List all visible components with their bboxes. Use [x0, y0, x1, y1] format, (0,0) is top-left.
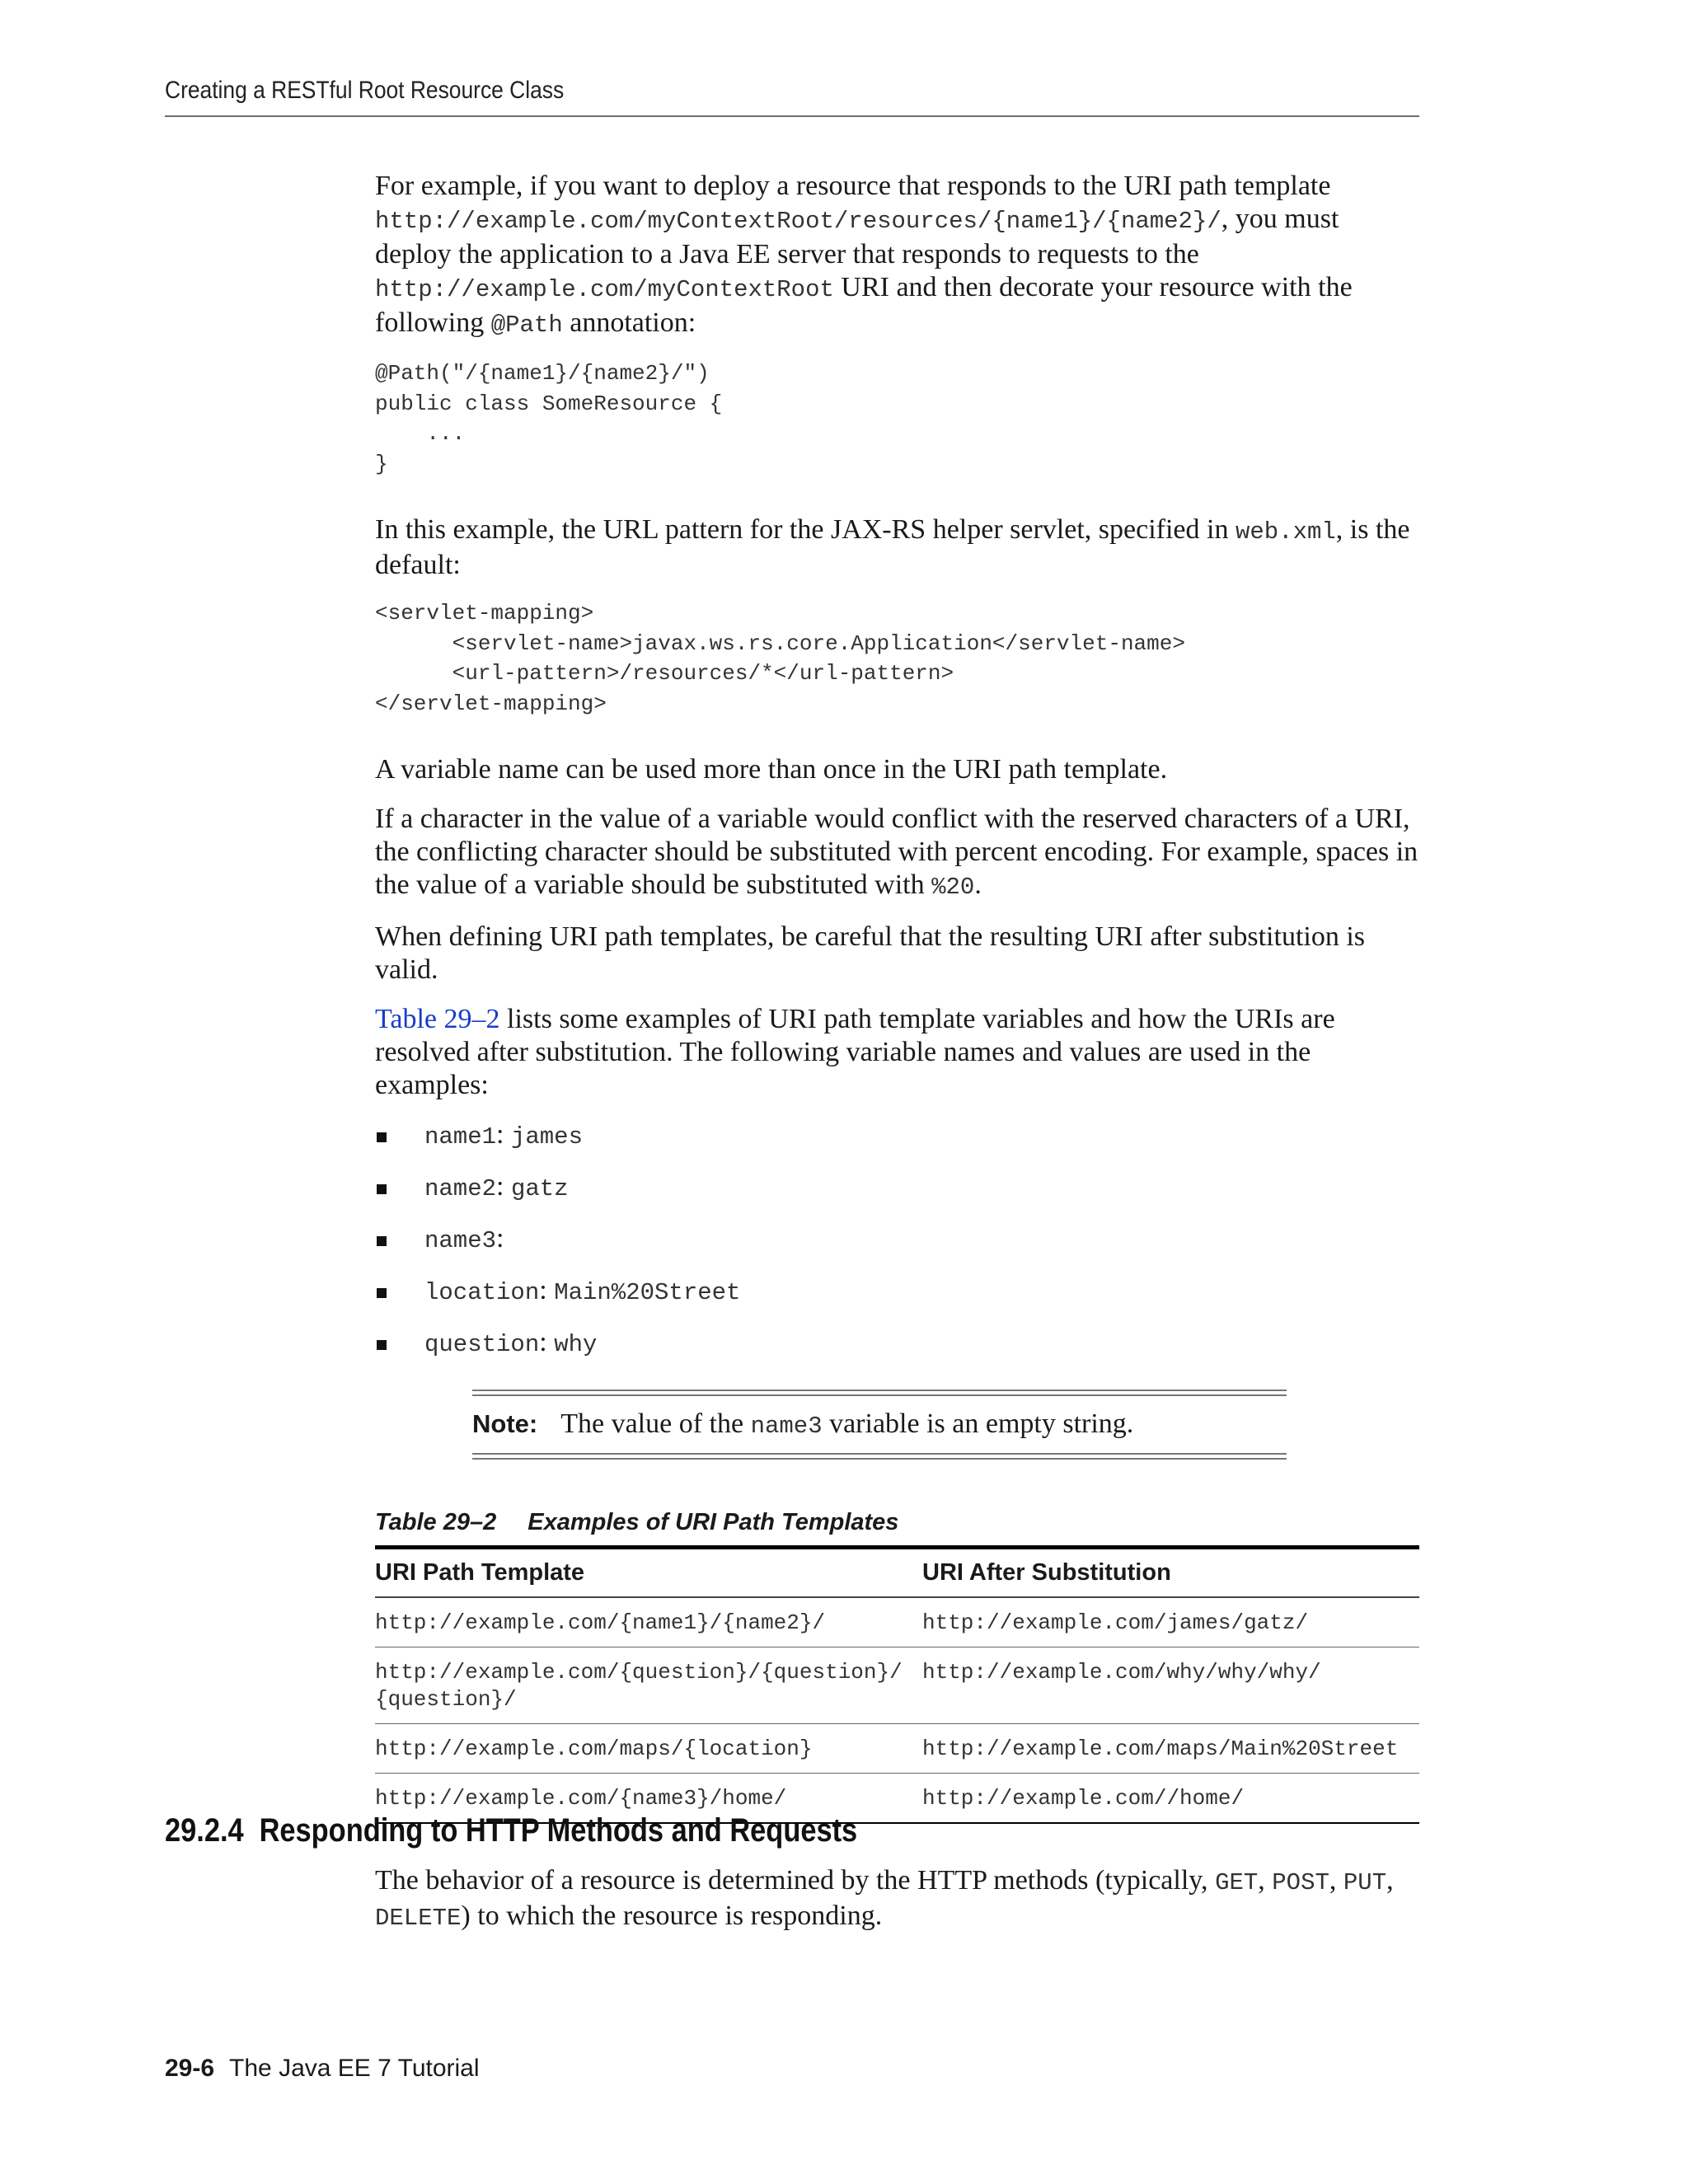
separator: :	[539, 1327, 555, 1357]
inline-code: PUT	[1343, 1869, 1387, 1896]
text-run: ,	[1258, 1865, 1273, 1896]
text-run: In this example, the URL pattern for the JAX-RS helper servlet, specified in	[375, 514, 1236, 545]
bullet-icon	[377, 1340, 387, 1350]
separator: :	[539, 1275, 555, 1305]
text-run: The value of the	[560, 1408, 751, 1439]
note-top-rule	[472, 1390, 1287, 1396]
variable-name: name1	[424, 1123, 497, 1151]
main-content	[375, 170, 1419, 1824]
table-row	[375, 1724, 1419, 1774]
table-cell-result: http://example.com/james/gatz/	[922, 1597, 1419, 1647]
list-item	[375, 1222, 1419, 1258]
text-run: ,	[1386, 1865, 1394, 1896]
text-run: URI and then decorate your resource with the following	[375, 272, 1353, 338]
inline-code: http://example.com/myContextRoot/resources/{name1}/{name2}/	[375, 208, 1221, 235]
table-caption	[375, 1506, 1419, 1539]
running-header-title: Creating a RESTful Root Resource Class	[165, 77, 565, 104]
page-number: 29-6	[165, 2055, 215, 2082]
text-run: , you must deploy the application to a Java EE server that responds to requests to the	[375, 204, 1339, 269]
paragraph-table-intro	[375, 1003, 1419, 1102]
table-caption-title: Examples of URI Path Templates	[528, 1509, 899, 1535]
text-run: lists some examples of URI path template variables and how the URIs are resolved after substitution. The following variable names and values are used in the examples:	[375, 1004, 1335, 1100]
table-caption-number: Table 29–2	[375, 1509, 497, 1535]
text-run: The behavior of a resource is determined by the HTTP methods (typically,	[375, 1865, 1216, 1896]
variable-value: gatz	[510, 1175, 569, 1202]
text-run: If a character in the value of a variable would conflict with the reserved characters of a URI, the conflicting character should be substituted with percent encoding. For example, spaces in the value of a variable should be substituted with	[375, 804, 1418, 900]
text-run: ) to which the resource is responding.	[461, 1900, 883, 1931]
paragraph-url-pattern	[375, 513, 1419, 582]
uri-templates-table	[375, 1545, 1419, 1824]
inline-code: http://example.com/myContextRoot	[375, 276, 834, 303]
variable-name: question	[424, 1331, 540, 1358]
separator: :	[496, 1119, 511, 1150]
variable-name: name2	[424, 1175, 497, 1202]
variable-name: name3	[424, 1227, 497, 1254]
note-label: Note:	[472, 1409, 538, 1438]
code-block-path-annotation: @Path("/{name1}/{name2}/") public class SomeResource { ... }	[375, 361, 723, 476]
text-run: annotation:	[562, 307, 696, 338]
text-run: , is the default:	[375, 514, 1410, 580]
paragraph-deploy-example	[375, 170, 1419, 342]
list-item	[375, 1326, 1419, 1361]
table-header-cell: URI After Substitution	[922, 1548, 1419, 1598]
table-cell-template: http://example.com/{name1}/{name2}/	[375, 1597, 922, 1647]
section-title: Responding to HTTP Methods and Requests	[259, 1812, 858, 1849]
inline-code: POST	[1272, 1869, 1329, 1896]
inline-code: name3	[750, 1413, 823, 1440]
text-run: .	[974, 869, 982, 900]
table-cell-result: http://example.com/maps/Main%20Street	[922, 1724, 1419, 1774]
variable-name: location	[424, 1279, 540, 1306]
list-item	[375, 1170, 1419, 1206]
text-run: For example, if you want to deploy a resource that responds to the URI path template	[375, 171, 1331, 201]
text-run: variable is an empty string.	[822, 1408, 1134, 1439]
table-cell-template: http://example.com/{question}/{question}/ {question}/	[375, 1647, 922, 1724]
page-footer	[165, 2052, 480, 2085]
table-header-row	[375, 1548, 1419, 1598]
list-item	[375, 1118, 1419, 1154]
table-cell-template: http://example.com/maps/{location}	[375, 1724, 922, 1774]
table-cell-result: http://example.com/why/why/why/	[922, 1647, 1419, 1724]
variable-value: james	[510, 1123, 583, 1151]
table-xref-link[interactable]: Table 29–2	[375, 1004, 500, 1034]
inline-code: web.xml	[1235, 518, 1336, 546]
table-row	[375, 1647, 1419, 1724]
note-bottom-rule	[472, 1453, 1287, 1460]
note-box	[472, 1390, 1287, 1460]
section-heading	[165, 1810, 970, 1851]
inline-code: DELETE	[375, 1905, 462, 1932]
table-cell-template: http://example.com/{name3}/home/	[375, 1786, 787, 1811]
paragraph-valid-uri: When defining URI path templates, be careful that the resulting URI after substitution is valid.	[375, 921, 1366, 985]
bullet-icon	[377, 1236, 387, 1246]
paragraph-variable-reuse: A variable name can be used more than once in the URI path template.	[375, 754, 1168, 785]
variable-value: why	[554, 1331, 598, 1358]
text-run: ,	[1329, 1865, 1343, 1896]
bullet-icon	[377, 1184, 387, 1194]
section-number: 29.2.4	[165, 1812, 244, 1849]
code-block-servlet-mapping: <servlet-mapping> <servlet-name>javax.ws.rs.core.Application</servlet-name> <url-pattern>/resources/*</url-pattern> </servlet-mapping>	[375, 601, 1185, 716]
bullet-icon	[377, 1132, 387, 1142]
running-header	[165, 74, 1419, 117]
inline-code: GET	[1215, 1869, 1259, 1896]
table-row	[375, 1597, 1419, 1647]
table-header-cell: URI Path Template	[375, 1548, 922, 1598]
separator: :	[496, 1223, 504, 1254]
book-title: The Java EE 7 Tutorial	[229, 2055, 480, 2082]
table-cell-result: http://example.com//home/	[922, 1786, 1245, 1811]
list-item	[375, 1274, 1419, 1310]
inline-code: %20	[931, 874, 975, 901]
variable-list	[375, 1118, 1419, 1361]
bullet-icon	[377, 1288, 387, 1298]
variable-value: Main%20Street	[554, 1279, 741, 1306]
paragraph-http-methods	[375, 1864, 1419, 1935]
inline-code: @Path	[490, 312, 563, 339]
note-body	[472, 1396, 1287, 1453]
paragraph-percent-encoding	[375, 803, 1419, 904]
separator: :	[496, 1171, 511, 1202]
